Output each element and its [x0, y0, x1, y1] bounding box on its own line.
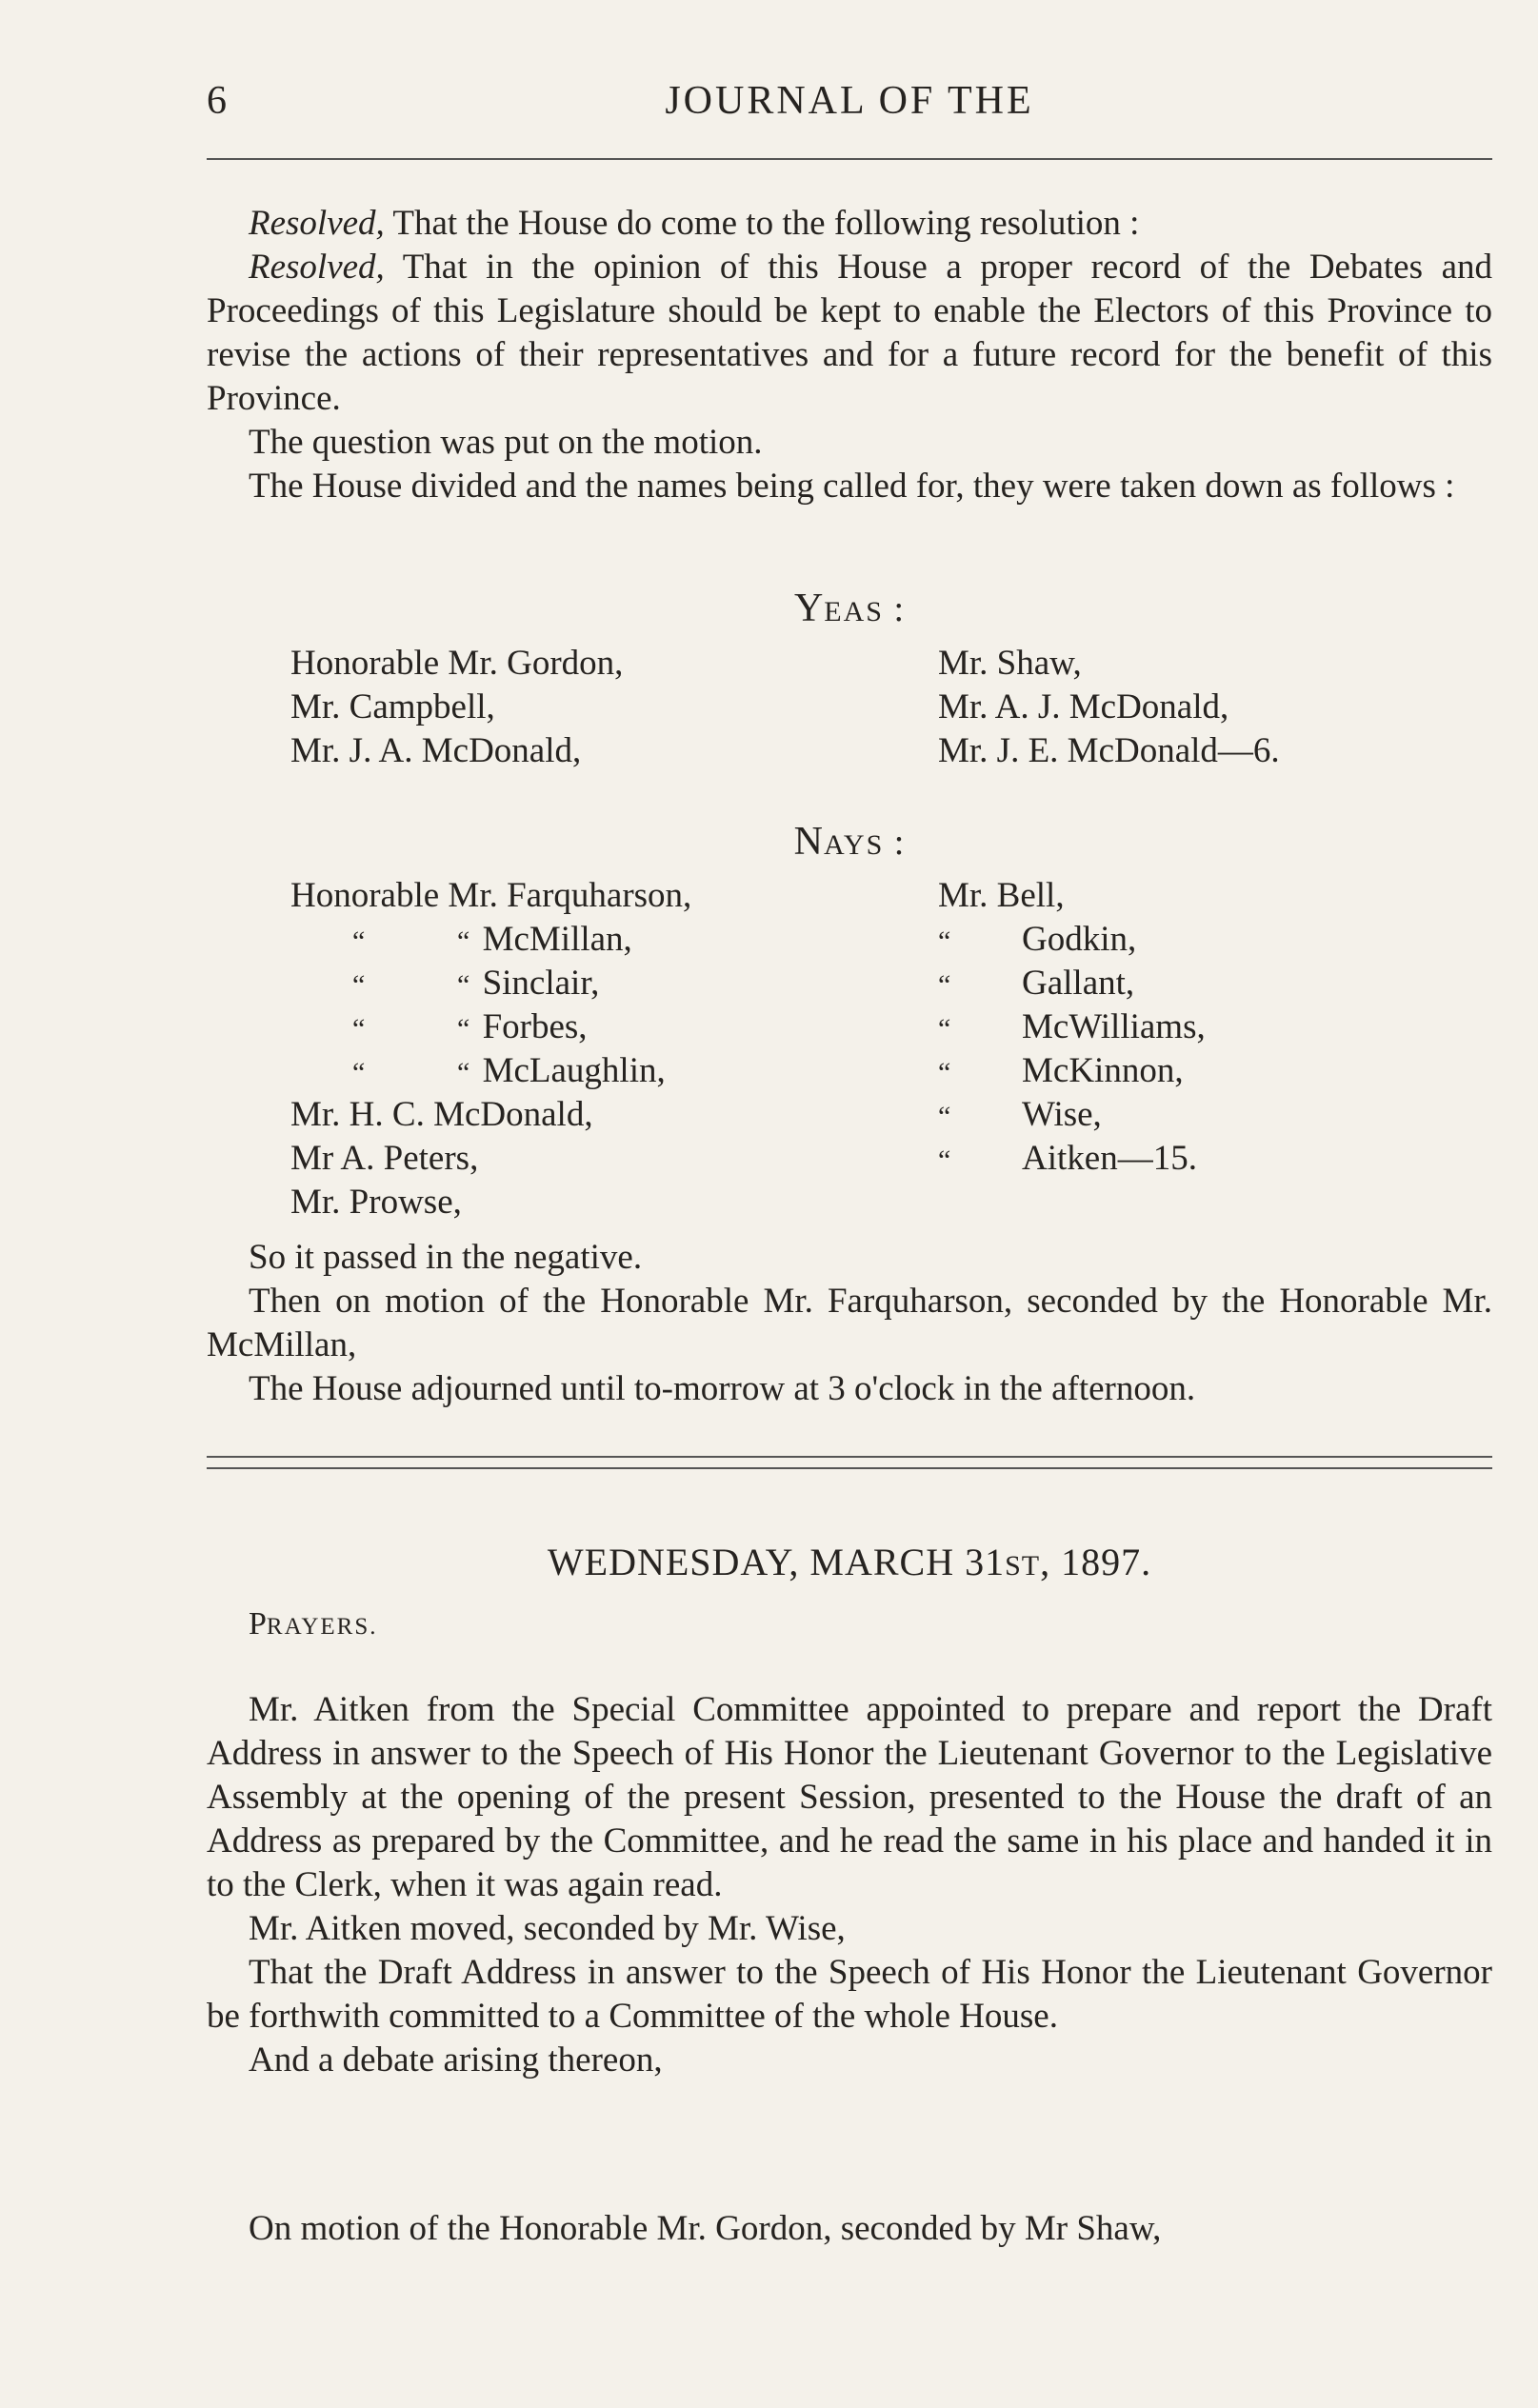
page-number: 6	[207, 79, 227, 123]
debate-paragraph: And a debate arising thereon,	[249, 2040, 663, 2080]
yeas-heading-rest: EAS	[824, 596, 884, 627]
ditto-mark: “	[938, 1057, 955, 1088]
ditto-mark: “	[938, 1144, 955, 1176]
list-item	[290, 962, 691, 1005]
member-name: McKinnon,	[1022, 1051, 1184, 1090]
ditto-mark: “	[938, 1101, 955, 1132]
member-name: Gallant,	[1022, 964, 1135, 1003]
list-item	[290, 1049, 691, 1093]
nays-heading	[207, 819, 1492, 865]
draft-address-paragraph: That the Draft Address in answer to the Speech of His Honor the Lieutenant Governor be forthwith committed to a Committee of the whole House.	[207, 1953, 1492, 2036]
list-item: Honorable Mr. Farquharson,	[290, 876, 692, 915]
yeas-right-column	[938, 642, 1280, 773]
committee-report-paragraph: Mr. Aitken from the Special Committee appointed to prepare and report the Draft Address in answer to the Speech of His Honor the Lieutenant Governor to the Legislative Assembly at the opening of the present Session, presented to the House the draft of an Address as prepared by the Committee, and he read the same in his place and handed it in to the Clerk, when it was again read.	[207, 1690, 1492, 1904]
gordon-motion-paragraph: On motion of the Honorable Mr. Gordon, seconded by Mr Shaw,	[249, 2209, 1162, 2248]
list-item	[938, 962, 1206, 1005]
list-item: Mr. Campbell,	[290, 687, 495, 726]
prayers-heading	[249, 1606, 378, 1642]
date-heading	[207, 1540, 1492, 1584]
running-head: JOURNAL OF THE	[665, 79, 1034, 123]
list-item: Mr. J. E. McDonald—6.	[938, 731, 1280, 770]
list-item	[938, 1137, 1206, 1181]
date-main: WEDNESDAY, MARCH 31	[547, 1541, 1006, 1583]
member-name: McWilliams,	[1022, 1007, 1206, 1046]
yeas-heading-colon: :	[883, 589, 906, 629]
list-item	[938, 1093, 1206, 1137]
nays-right-column	[938, 874, 1206, 1181]
ditto-mark: “	[938, 925, 955, 957]
list-item: Mr. Bell,	[938, 876, 1065, 915]
member-name: Sinclair,	[482, 964, 600, 1003]
resolution-text-1: That the House do come to the following resolution :	[384, 204, 1140, 243]
list-item: Mr A. Peters,	[290, 1139, 479, 1178]
member-name: Wise,	[1022, 1095, 1102, 1134]
list-item	[938, 1005, 1206, 1049]
yeas-left-column	[290, 642, 623, 773]
nays-heading-rest: AYS	[824, 829, 885, 861]
list-item: Mr. Shaw,	[938, 644, 1082, 683]
resolution-paragraph-1	[207, 202, 1492, 246]
member-name: McMillan,	[482, 920, 632, 959]
ditto-mark: “	[352, 969, 370, 1001]
ditto-mark: “	[938, 1013, 955, 1045]
page-header	[207, 78, 1492, 135]
nays-heading-colon: :	[884, 823, 906, 863]
passed-negative-paragraph: So it passed in the negative.	[249, 1238, 643, 1277]
prayers-cap: P	[249, 1606, 267, 1642]
member-name: McLaughlin,	[482, 1051, 666, 1090]
list-item: Mr. H. C. McDonald,	[290, 1095, 593, 1134]
nays-left-column	[290, 874, 691, 1224]
date-year: , 1897.	[1040, 1541, 1152, 1583]
list-item	[290, 1005, 691, 1049]
section-rule-bottom	[207, 1467, 1492, 1469]
date-suffix: ST	[1005, 1550, 1041, 1582]
prayers-rest: RAYERS.	[266, 1614, 378, 1640]
ditto-mark: “	[938, 969, 955, 1001]
list-item: Mr. A. J. McDonald,	[938, 687, 1229, 726]
aitken-motion-paragraph: Mr. Aitken moved, seconded by Mr. Wise,	[249, 1909, 846, 1948]
adjourned-paragraph: The House adjourned until to-morrow at 3 o'clock in the afternoon.	[249, 1369, 1196, 1408]
final-motion-section	[207, 2207, 1492, 2251]
motion-paragraph: Then on motion of the Honorable Mr. Farquharson, seconded by the Honorable Mr. McMillan,	[207, 1282, 1492, 1364]
ditto-mark: “	[352, 1057, 370, 1088]
resolution-text-2: That in the opinion of this House a proper record of the Debates and Proceedings of this Legislature should be kept to enable the Electors of this Province to revise the actions of their representatives and for a future record for the benefit of this Province.	[207, 248, 1492, 418]
list-item	[290, 918, 691, 962]
section-rule-top	[207, 1456, 1492, 1458]
yeas-heading-cap: Y	[793, 587, 825, 630]
list-item	[938, 918, 1206, 962]
ditto-mark: “	[352, 925, 370, 957]
resolution-paragraph-2	[207, 246, 1492, 421]
resolution-section	[207, 202, 1492, 508]
ditto-mark: “	[457, 925, 474, 957]
ditto-mark: “	[457, 969, 474, 1001]
member-name: Aitken—15.	[1022, 1139, 1197, 1178]
house-divided-paragraph: The House divided and the names being called for, they were taken down as follows :	[249, 467, 1455, 506]
question-put-paragraph: The question was put on the motion.	[249, 423, 763, 462]
list-item: Mr. Prowse,	[290, 1183, 462, 1222]
list-item	[938, 1049, 1206, 1093]
address-section	[207, 1688, 1492, 2082]
ditto-mark: “	[457, 1057, 474, 1088]
list-item: Honorable Mr. Gordon,	[290, 644, 624, 683]
nays-heading-cap: N	[793, 820, 824, 864]
closing-section	[207, 1236, 1492, 1411]
resolved-label: Resolved,	[249, 204, 385, 243]
member-name: Godkin,	[1022, 920, 1137, 959]
ditto-mark: “	[457, 1013, 474, 1045]
list-item: Mr. J. A. McDonald,	[290, 731, 582, 770]
yeas-heading	[207, 586, 1492, 631]
resolved-label: Resolved,	[249, 248, 385, 287]
member-name: Forbes,	[482, 1007, 588, 1046]
ditto-mark: “	[352, 1013, 370, 1045]
header-rule	[207, 158, 1492, 160]
